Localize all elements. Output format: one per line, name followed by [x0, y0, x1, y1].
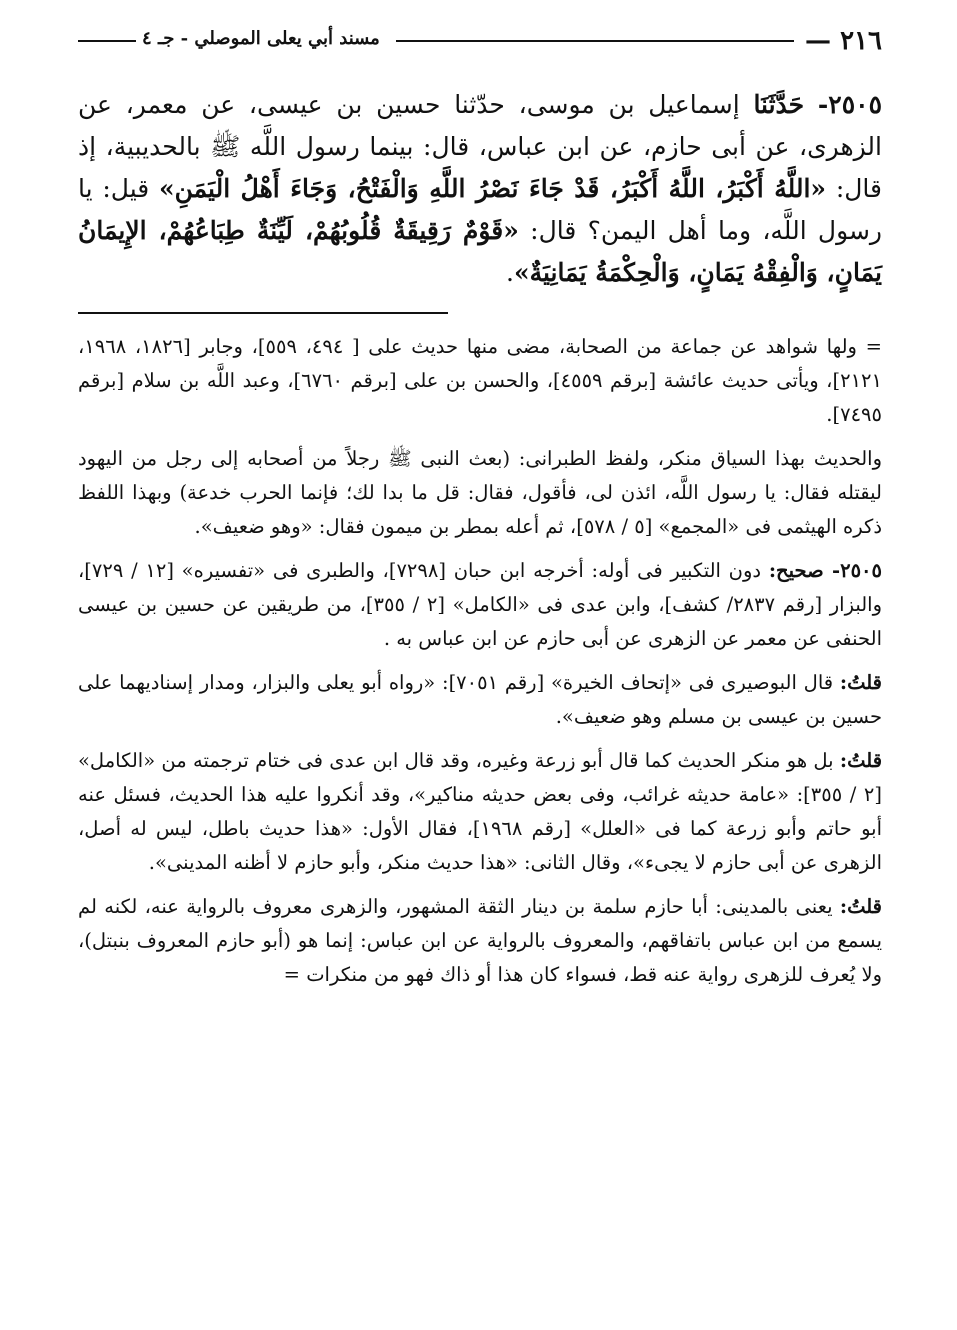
hadith-isnad: إسماعيل بن موسى، حدّثنا حسين بن عيسى، عن معمر، عن الزهرى، عن أبى حازم، عن ابن عباس، قال: بينما رسول اللَّه ﷺ بالحديبية، إذ قال: [78, 90, 882, 203]
hadith-number: ٢٥٠٥- [817, 90, 883, 119]
book-title: مسند أبي يعلى الموصلي - جـ ٤ [142, 28, 380, 49]
comment-label: قلتُ: [839, 895, 882, 918]
comment-label: قلتُ: [839, 671, 882, 694]
hadith-lead: حَدَّثَنَا [753, 90, 805, 119]
hadith-question: قيل: يا رسول اللَّه، وما أهل اليمن؟ قال: [78, 174, 883, 245]
footnote-paragraph: والحديث بهذا السياق منكر، ولفظ الطبرانى: (بعث النبى ﷺ رجلاً من أصحابه إلى رجل من اليهود ليقتله فقال: يا رسول اللَّه، ائذن لى، فأقول، فقال: قل ما بدا لك؛ فإنما الحرب خدعة) وبهذا اللفظ ذكره الهيثمى فى «المجمع» [٥ / ٥٧٨]، ثم أعله بمطر بن ميمون فقال: «وهو ضعيف». [78, 447, 882, 538]
takhrij-text: دون التكبير فى أوله: أخرجه ابن حبان [٧٢٩٨]، والطبرى فى «تفسيره» [١٢ / ٧٢٩]، والبزار [رقم ٢٨٣٧/ كشف]، وابن عدى فى «الكامل» [٢ / ٣٥٥]، من طريقين عن حسين بن عيسى الحنفى عن معمر عن الزهرى عن أبى حازم عن ابن عباس به . [78, 559, 883, 650]
header-rule [396, 40, 794, 42]
comment-paragraph [78, 744, 882, 880]
comment-text: يعنى بالمدينى: أبا حازم سلمة بن دينار الثقة المشهور، والزهرى معروف بالرواية عنه، لكنه لم يسمع من ابن عباس باتفاقهم، والمعروف بالرواية عن ابن عباس: إنما هو (أبو حازم المعروف بنبتل)، ولا يُعرف للزهرى رواية عنه قط، فسواء كان هذا أو ذاك فهو من منكرات = [78, 895, 882, 986]
header-rule-left [78, 40, 136, 42]
hadith-text [78, 84, 882, 294]
footnote-separator [78, 312, 448, 314]
hadith-end: . [505, 258, 514, 287]
footnote-paragraph: = ولها شواهد عن جماعة من الصحابة، مضى منها حديث على [ ٤٩٤، ٥٥٩]، وجابر [١٨٢٦، ١٩٦٨، ٢١٢١]، ويأتى حديث عائشة [برقم ٤٥٥٩]، والحسن بن على [برقم ٦٧٦٠]، وعبد اللَّه بن سلام [برقم ٧٤٩٥]. [78, 335, 882, 426]
footnotes [78, 330, 882, 992]
comment-paragraph [78, 890, 882, 992]
comment-paragraph [78, 666, 882, 734]
hadith-quote-1: «اللَّهُ أَكْبَرُ، اللَّهُ أَكْبَرُ، قَدْ جَاءَ نَصْرُ اللَّهِ وَالْفَتْحُ، وَجَاءَ أَهْلُ الْيَمَنِ» [158, 174, 827, 203]
takhrij-label: ٢٥٠٥- صحيح: [768, 559, 883, 582]
hadith-quote-2: «قَوْمٌ رَقِيقَةٌ قُلُوبُهُمْ، لَيِّنَةٌ طِبَاعُهُمْ، الإِيمَانُ يَمَانٍ، وَالْفِقْهُ يَمَانٍ، وَالْحِكْمَةُ يَمَانِيَةٌ» [78, 216, 882, 287]
running-header [78, 26, 882, 62]
page [78, 26, 882, 1002]
comment-text: بل هو منكر الحديث كما قال أبو زرعة وغيره، وقد قال ابن عدى فى ختام ترجمته من «الكامل» [٢ / ٣٥٥]: «عامة حديثه غرائب، وفى بعض حديثه مناكير»، وقد أنكروا عليه هذا الحديث، فسئل عنه أبو حاتم وأبو زرعة كما فى «العلل» [رقم ١٩٦٨]، فقال الأول: «هذا حديث باطل، ليس له أصل، الزهرى عن أبى حازم لا يجىء»، وقال الثانى: «هذا حديث منكر، وأبو حازم لا أظنه المدينى». [78, 749, 882, 874]
page-number: ٢١٦ — [805, 26, 882, 56]
comment-text: قال البوصيرى فى «إتحاف الخيرة» [رقم ٧٠٥١]: «رواه أبو يعلى والبزار، ومدار إسناديهما على حسين بن عيسى بن مسلم وهو ضعيف». [78, 671, 882, 728]
comment-label: قلتُ: [839, 749, 883, 772]
takhrij-paragraph [78, 554, 882, 656]
